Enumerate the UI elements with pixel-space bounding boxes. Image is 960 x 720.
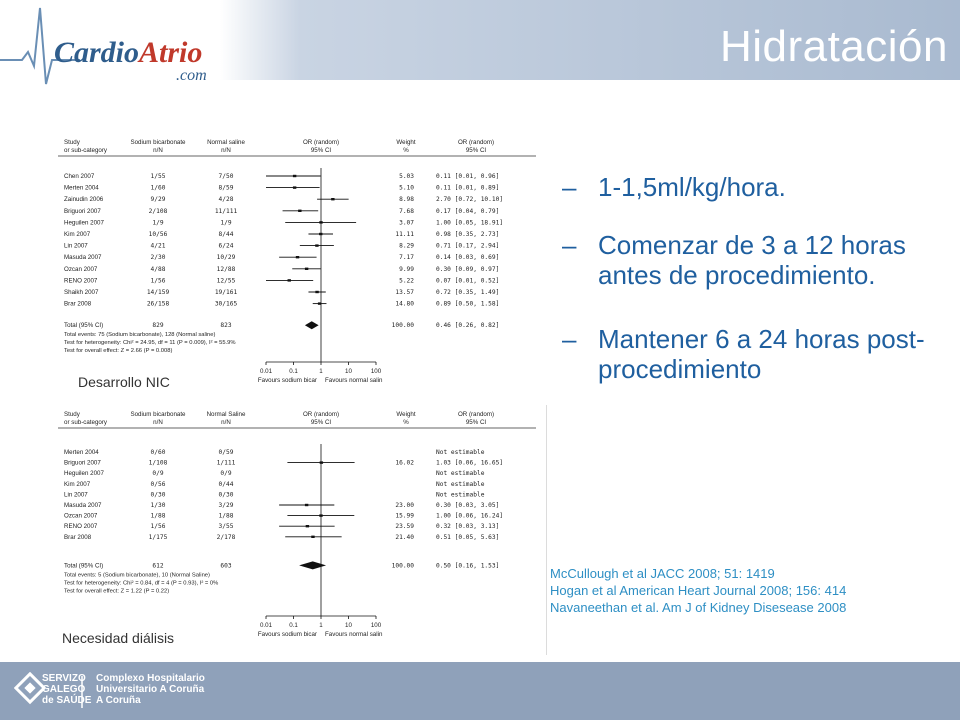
ns-events: 11/111 [214,207,238,215]
study-name: Masuda 2007 [64,502,102,509]
ns-events: 12/55 [216,277,236,285]
ns-events: 0/9 [220,470,232,478]
favours-right-label: Favours normal salin [325,631,383,638]
bullet-dash: – [562,172,577,202]
study-name: Brar 2008 [64,300,92,308]
ns-events: 1/111 [216,459,236,467]
study-name: RENO 2007 [64,523,98,531]
header-or-random: OR (random) [302,139,340,146]
study-name: Ozcan 2007 [64,265,98,273]
ns-events: 30/165 [214,300,238,308]
header-n: n/N [221,147,231,154]
plot-caption-nic: Desarrollo NIC [78,374,170,390]
point-estimate [306,525,309,527]
slide-title: Hidratación [719,22,948,71]
total-label: Total (95% CI) [64,322,104,330]
total-label: Total (95% CI) [64,562,104,570]
total-weight: 100.00 [391,562,414,570]
study-ci-text: 1.00 [0.06, 16.24] [436,512,504,520]
header-normal-saline: Normal saline [207,139,245,146]
study-name: Chen 2007 [64,173,95,180]
study-name: Briguori 2007 [64,207,101,215]
sb-events: 1/30 [150,502,166,509]
study-weight: 9.99 [399,265,414,273]
total-ns: 603 [220,562,232,570]
ns-events: 12/88 [216,265,236,273]
study-name: Kim 2007 [64,480,91,488]
logo-brand-cardio: Cardio [54,36,140,69]
study-ci-text: 1.00 [0.05, 18.91] [436,219,504,227]
study-weight: 23.00 [395,502,414,509]
study-name: Heguilen 2007 [64,219,104,227]
divider-line [546,405,547,655]
logo-domain: .com [176,67,207,84]
x-tick-label: 1 [319,622,323,629]
reference-item: McCullough et al JACC 2008; 51: 1419 [550,566,775,581]
point-estimate [305,504,308,506]
study-name: Zainudin 2006 [64,196,104,204]
study-ci-text: Not estimable [436,491,485,499]
study-ci-text: 0.72 [0.35, 1.49] [436,289,500,296]
study-ci-text: 1.03 [0.06, 16.65] [436,459,504,467]
x-tick-label: 100 [370,368,382,375]
x-tick-label: 0.01 [259,368,273,375]
header-sodium-bicarbonate: Sodium bicarbonate [130,411,186,418]
ns-events: 19/161 [214,289,238,296]
favours-left-label: Favours sodium bicar [257,631,317,638]
x-tick-label: 100 [370,622,382,629]
total-sb: 829 [152,322,164,330]
point-estimate [315,244,318,246]
header-95ci: 95% CI [310,419,332,426]
point-estimate [305,268,308,270]
ns-events: 0/30 [218,491,234,499]
sb-events: 9/29 [150,196,166,204]
study-name: Merten 2004 [64,449,99,456]
study-weight: 7.17 [399,254,414,262]
study-ci-text: 0.32 [0.03, 3.13] [436,523,500,531]
study-name: Briguori 2007 [64,459,101,467]
ns-events: 2/178 [216,533,236,541]
point-estimate [315,291,318,293]
header-weight: Weight [396,411,416,418]
study-ci-text: 0.30 [0.03, 3.05] [436,502,500,509]
bullet-list [562,172,952,384]
study-ci-text: 2.70 [0.72, 10.10] [436,196,504,204]
ns-events: 6/24 [218,242,234,250]
sb-events: 26/158 [146,300,170,308]
sb-events: 1/60 [150,184,166,192]
sb-events: 2/108 [148,207,168,215]
point-estimate [331,198,334,200]
ns-events: 0/44 [218,480,234,488]
bullet-dash: – [562,230,577,260]
study-name: Kim 2007 [64,231,91,238]
study-ci-text: Not estimable [436,470,485,478]
total-sb: 612 [152,562,164,570]
study-ci-text: 0.98 [0.35, 2.73] [436,231,500,238]
study-weight: 8.98 [399,196,414,204]
header-percent: % [403,419,409,426]
point-estimate [298,210,301,212]
study-weight: 8.29 [399,242,414,250]
header-subcategory: or sub-category [64,419,107,426]
study-ci-text: Not estimable [436,449,485,456]
bullet-text: Mantener 6 a 24 horas post-procedimiento [598,324,925,384]
study-name: Brar 2008 [64,533,92,541]
cardioatrio-logo [0,0,260,100]
study-ci-text: 0.11 [0.01, 0.89] [436,184,500,192]
header-normal-saline: Normal Saline [206,411,246,418]
study-ci-text: 0.71 [0.17, 2.94] [436,242,500,250]
study-weight: 21.40 [395,533,414,541]
study-weight: 16.02 [395,459,414,467]
study-name: Lin 2007 [64,491,88,499]
sb-events: 1/56 [150,523,166,531]
study-ci-text: 0.14 [0.03, 0.69] [436,254,500,262]
sb-events: 0/30 [150,491,166,499]
ns-events: 10/29 [216,254,236,262]
study-weight: 15.99 [395,512,414,520]
study-weight: 5.10 [399,184,414,192]
study-name: Lin 2007 [64,242,88,250]
sb-events: 0/9 [152,470,164,478]
sb-events: 1/55 [150,173,166,180]
logo-brand-atrio: Atrio [139,36,203,69]
study-ci-text: 0.89 [0.50, 1.58] [436,300,500,308]
study-weight: 5.22 [399,277,414,285]
point-estimate [311,536,314,538]
total-weight: 100.00 [391,322,414,330]
point-estimate [288,279,291,281]
ns-events: 0/59 [218,449,234,456]
study-weight: 11.11 [395,231,414,238]
reference-item: Navaneethan et al. Am J of Kidney Disesease 2008 [550,600,847,615]
study-ci-text: 0.51 [0.05, 5.63] [436,533,500,541]
sb-events: 0/60 [150,449,166,456]
footnote: Test for overall effect: Z = 1.22 (P = 0.22) [64,588,170,595]
x-tick-label: 10 [345,622,352,629]
ns-events: 3/29 [218,502,234,509]
ns-events: 1/88 [218,512,234,520]
header-n: n/N [153,419,163,426]
forest-plot-dialysis [58,402,540,650]
reference-item: Hogan et al American Heart Journal 2008; 156: 414 [550,583,847,598]
ns-events: 8/44 [218,231,234,238]
header-95ci: 95% CI [465,419,487,426]
footer-sergas-text: SERVIZO GALEGO de SAÚDE [42,673,92,706]
sb-events: 4/88 [150,265,166,273]
bullet-item [562,172,952,202]
forest-plot-nic [58,130,540,392]
sb-events: 1/56 [150,277,166,285]
sb-events: 14/159 [146,289,170,296]
sb-events: 2/30 [150,254,166,262]
plot-caption-dialysis: Necesidad diálisis [62,630,175,646]
study-weight: 3.07 [399,219,414,227]
point-estimate [293,175,296,177]
study-name: Shaikh 2007 [64,289,99,296]
header-95ci: 95% CI [465,147,487,154]
footnote: Total events: 75 (Sodium bicarbonate), 128 (Normal saline) [64,332,216,339]
total-ns: 823 [220,322,232,330]
footer-chuac-text: Complexo Hospitalario Universitario A Coruña A Coruña [96,673,205,706]
summary-diamond [299,561,326,569]
study-ci-text: 0.30 [0.09, 0.97] [436,265,500,273]
bullet-text: 1-1,5ml/kg/hora. [598,172,786,202]
bullet-dash: – [562,324,577,354]
references [550,565,846,616]
summary-diamond [305,321,319,329]
header-percent: % [403,147,409,154]
header-95ci: 95% CI [310,147,332,154]
bullet-text: Comenzar de 3 a 12 horas antes de procedimiento. [598,230,906,290]
study-name: Merten 2004 [64,184,99,192]
study-ci-text: 0.17 [0.04, 0.79] [436,207,500,215]
study-name: Ozcan 2007 [64,512,98,520]
x-tick-label: 10 [345,368,352,375]
point-estimate [296,256,299,258]
study-ci-text: Not estimable [436,480,485,488]
header-study: Study [64,411,80,418]
study-weight: 23.59 [395,523,414,531]
ns-events: 3/55 [218,523,234,531]
header-or-random: OR (random) [457,411,495,418]
ns-events: 1/9 [220,219,232,227]
sb-events: 1/88 [150,512,166,520]
sb-events: 10/56 [148,231,168,238]
header-subcategory: or sub-category [64,147,107,154]
footnote: Test for heterogeneity: Chi² = 24.95, df = 11 (P = 0.009), I² = 55.9% [64,340,236,347]
sb-events: 1/175 [148,533,168,541]
study-name: Heguilen 2007 [64,470,104,478]
sb-events: 4/21 [150,242,166,250]
x-tick-label: 0.01 [259,622,273,629]
bullet-item [562,324,952,384]
favours-right-label: Favours normal salin [325,377,383,384]
total-ci-text: 0.46 [0.26, 0.82] [436,322,500,330]
footnote: Test for heterogeneity: Chi² = 0.84, df = 4 (P = 0.93), I² = 0% [64,580,219,587]
study-name: RENO 2007 [64,277,98,285]
ns-events: 8/59 [218,184,234,192]
sb-events: 1/9 [152,219,164,227]
header-weight: Weight [396,139,416,146]
bullet-item [562,230,952,290]
favours-left-label: Favours sodium bicar [257,377,317,384]
point-estimate [293,186,296,188]
svg-text:CardioAtrio [54,36,202,69]
header-n: n/N [153,147,163,154]
total-ci-text: 0.50 [0.16, 1.53] [436,562,500,570]
x-tick-label: 1 [319,368,323,375]
study-ci-text: 0.07 [0.01, 0.52] [436,277,500,285]
study-weight: 13.57 [395,289,414,296]
header-or-random: OR (random) [302,411,340,418]
ns-events: 4/28 [218,196,234,204]
sb-events: 0/56 [150,480,166,488]
header-study: Study [64,139,80,146]
header-or-random: OR (random) [457,139,495,146]
footnote: Total events: 5 (Sodium bicarbonate), 10 (Normal Saline) [64,572,210,579]
footnote: Test for overall effect: Z = 2.66 (P = 0.008) [64,348,173,355]
study-weight: 5.03 [399,173,414,180]
header-sodium-bicarbonate: Sodium bicarbonate [130,139,186,146]
x-tick-label: 0.1 [289,622,298,629]
study-ci-text: 0.11 [0.01, 0.96] [436,173,500,180]
study-weight: 14.80 [395,300,414,308]
study-weight: 7.68 [399,207,414,215]
ns-events: 7/50 [218,173,234,180]
x-tick-label: 0.1 [289,368,298,375]
header-n: n/N [221,419,231,426]
study-name: Masuda 2007 [64,254,102,262]
sb-events: 1/108 [148,459,168,467]
